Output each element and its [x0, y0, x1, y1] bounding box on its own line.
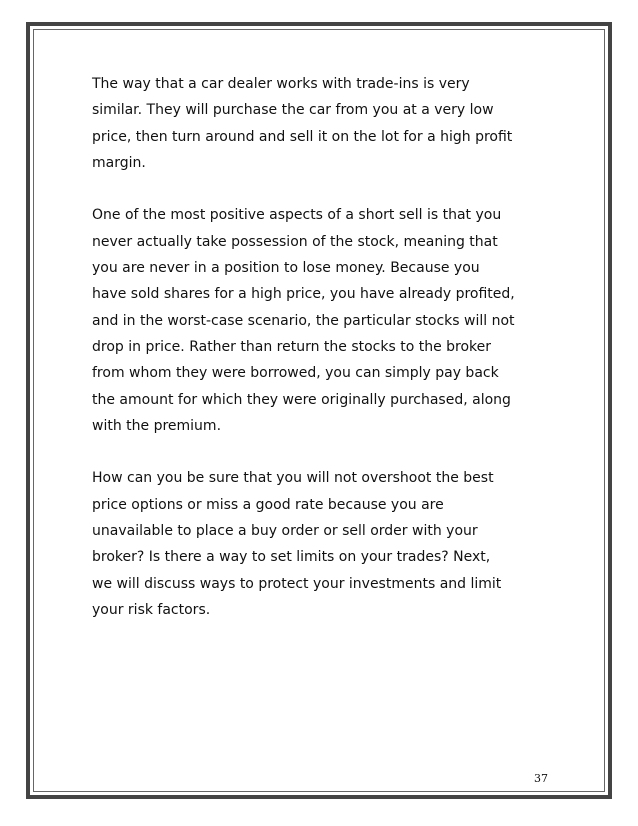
paragraph-3: How can you be sure that you will not overshoot the best price options or miss a good rate because you are unavailable to place a buy order or sell order with your broker? Is there a way to set limits on your trades? Next, we will discuss ways to protect your investments and limit your risk factors.: [92, 470, 502, 618]
page-number: 37: [534, 772, 548, 785]
paragraph-2: One of the most positive aspects of a short sell is that you never actually take possession of the stock, meaning that you are never in a position to lose money. Because you have sold shares for a high price, you have already profited, and in the worst-case scenario, the particular stocks will not drop in price. Rather than return the stocks to the broker from whom they were borrowed, you can simply pay back the amount for which they were originally purchased, along with the premium.: [92, 207, 515, 434]
paragraph-1: The way that a car dealer works with trade-ins is very similar. They will purchase the car from you at a very low price, then turn around and sell it on the lot for a high profit margin.: [92, 76, 513, 171]
document-body: [92, 71, 552, 650]
